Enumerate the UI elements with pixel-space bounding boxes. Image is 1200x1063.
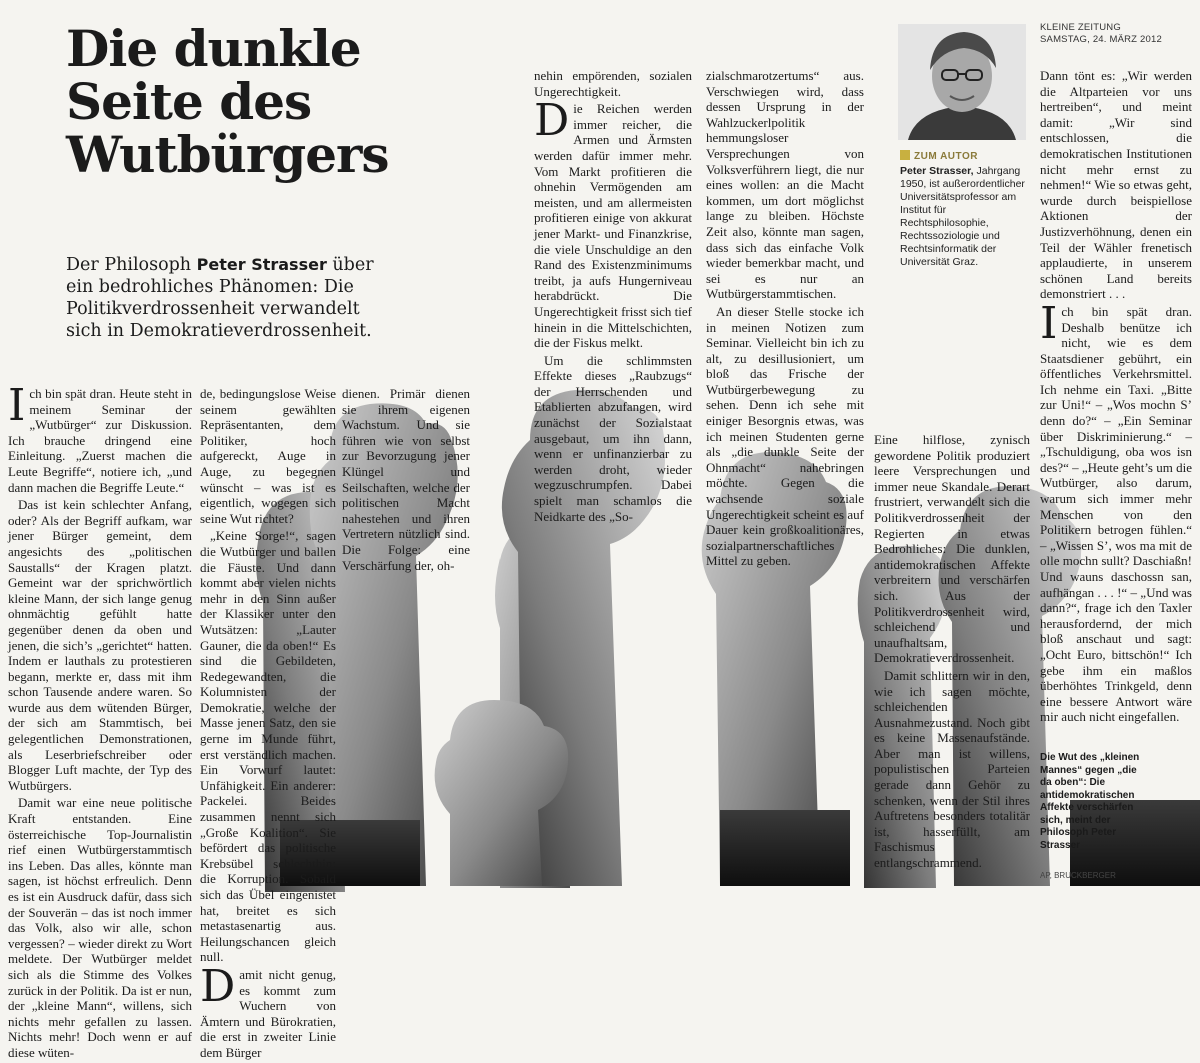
author-name: Peter Strasser,: [900, 165, 974, 177]
author-bio: [900, 165, 1028, 269]
dropcap: I: [1040, 297, 1058, 349]
paragraph: [200, 960, 336, 1061]
paragraph: [534, 95, 692, 351]
dropcap: D: [200, 960, 236, 1012]
paragraph-text: ch bin spät dran. Heute steht in meinem Seminar der „Wutbürger“ zur Diskussion. Ich brauche dringend eine Einleitung. „Zuerst machen die Leute Begriffe“, notiere ich, „und dann machen die Begriffe Leute.“: [8, 386, 192, 495]
headline: [66, 19, 466, 184]
photo-credit: AP, BRUCKBERGER: [1040, 871, 1116, 880]
author-box: [900, 150, 1028, 269]
paragraph: Dann tönt es: „Wir werden die Altparteien vor uns hertreiben“, und meint damit: „Wir sind entschlossen, die demokratischen Institutionen nicht mehr ernst zu nehmen!“ Wie so etwas geht, wurde durch beispiellose Aktionen der Justizverhöhnung, denen ein Teil der Wähler frenetisch applaudierte, in unserem schönen Land bereits demonstriert . . .: [1040, 68, 1192, 302]
paragraph: [8, 380, 192, 495]
headline-line-1: Die dunkle: [66, 19, 361, 78]
dropcap: D: [534, 95, 570, 147]
paragraph: zialschmarotzertums“ aus. Verschwiegen wird, dass dessen Ursprung in der Wahlzuckerlpolitik hemmungsloser Versprechungen von Volksverführern liegt, die nur eines wollen: an die Macht kommen, um dort möglichst lange zu bleiben. Höchste Zeit also, könnte man sagen, dass sich das einfache Volk wieder bemerkbar macht, und sei es nur an Wutbürgerstammtischen.: [706, 68, 864, 302]
article-column-2: [200, 386, 336, 1063]
paragraph: Damit war eine neue politische Kraft entstanden. Eine österreichische Top-Journalistin rief einen Wutbürgerstammtisch ins Leben. Das alles, könnte man sagen, ist höchst erfreulich. Denn es ist ein Ausdruck dafür, dass sich der Souverän – das ist noch immer das Volk, also wir alle, schon vergessen? – wieder direkt zu Wort meldete. Der Wutbürger meldet sich als die Stimme des Volkes zurück in der Politik. Da ist er nun, der „kleine Mann“, willens, sich nichts mehr gefallen zu lassen. Nichts mehr! Doch wenn er auf diese wüten-: [8, 795, 192, 1060]
paragraph: Um die schlimmsten Effekte dieses „Raubzugs“ der Herrschenden und Etablierten abzufangen, wird zunächst der Sozialstaat ausgebaut, um ihn dann, wenn er unfinanzierbar zu werden droht, wieder wegzuschrumpfen. Dabei spielt man schamlos die Neidkarte des „So-: [534, 352, 692, 524]
paragraph: [1040, 297, 1192, 725]
paragraph-text: ch bin spät dran. Deshalb benütze ich nicht, wie es dem Staatsdiener gebührt, ein öffentliches Verkehrsmittel. Ich nehme ein Taxi. „Bitte zur Uni!“ – „Wos mochn S’ denn do?“ – „Ein Seminar über Diskriminierung.“ – „Tschuldigung, oba wos isn des?“ – „Heute geht’s um die Wutbürger, also darum, warum sich immer mehr Menschen von den Politikern betrogen fühlen.“ – „Wissen S’, wos ma mit de olle mochn sullt? Daschiaßn! Und wauns daschossn san, aufhängan . . . !“ – „Und was dann?“, frage ich den Taxler herausfordernd, der mich bloß anschaut und sagt: „Ocht Euro, bittschön!“ Ich gebe ihm ein maßlos überhöhtes Trinkgeld, denn eine bessere Antwort wäre mir auch nicht eingefallen.: [1040, 303, 1192, 725]
author-bio-text: Jahrgang 1950, ist außerordentlicher Universitätsprofessor am Institut für Rechtsphilosophie, Rechtssoziologie und Rechtsinformatik der Universität Graz.: [900, 165, 1025, 268]
article-column-1: [8, 380, 192, 1063]
author-box-tag: ZUM AUTOR: [900, 150, 978, 163]
article-column-3: [342, 386, 470, 575]
paragraph-text: ie Reichen werden immer reicher, die Armen und Ärmsten werden dafür immer mehr. Vom Markt profitieren die ohnehin Vermögenden am meisten, und am allermeisten profitieren einige von akkurat jener Markt- und Finanzkrise, die viele Unschuldige an den Rand des Existenzminimums treibt, ja aufs Hungerniveau herabdrückt. Die Ungerechtigkeit frisst sich tief hinein in die Mittelschichten, die der Fiskus melkt.: [534, 101, 692, 351]
paragraph: nehin empörenden, sozialen Ungerechtigkeit.: [534, 68, 692, 99]
headline-line-2: Seite des: [66, 72, 312, 131]
paragraph: dienen. Primär dienen sie ihrem eigenen Wachstum. Und sie führen wie von selbst zur Bevorzugung jener Klüngel und Seilschaften, welche der politischen Macht nahestehen und ihren Vertretern nützlich sind. Die Folge: eine Verschärfung der, oh-: [342, 386, 470, 573]
lede-author-name: Peter Strasser: [196, 255, 327, 274]
article-column-6: [874, 432, 1030, 873]
lede-text-after: über ein bedrohliches Phänomen: Die Politikverdrossenheit verwandelt sich in Demokratieverdrossenheit.: [66, 255, 374, 341]
author-portrait: [898, 24, 1026, 140]
paragraph: Damit schlittern wir in den, wie ich sagen möchte, schleichenden Ausnahmezustand. Noch gibt es keine Massenaufstände. Aber man ist willens, populistischen Parteien gerade dann Gehör zu schenken, wenn der Stil ihres Auftretens besonders totalitär ist, hasserfüllt, am Faschismus entlangschrammend.: [874, 667, 1030, 871]
paragraph: An dieser Stelle stocke ich in meinen Notizen zum Seminar. Vielleicht bin ich zu alt, zu desillusioniert, um bloß das Frische der Wutbürgerbewegung zu sehen. Denn ich sehe mit einiger Besorgnis etwas, was ich meinen Studenten gerne als „die dunkle Seite der Ohnmacht“ nahebringen möchte. Gegen die wachsende soziale Ungerechtigkeit scheint es auf Dauer kein großkoalitionäres, sozialpartnerschaftliches Mittel zu geben.: [706, 303, 864, 569]
paper-name: KLEINE ZEITUNG: [1040, 22, 1121, 33]
paragraph: de, bedingungslose Weise seinem gewählten Repräsentanten, dem Politiker, hoch aufgereckt, Auge in Auge, zu begegnen wünscht – was ist es eigentlich, wogegen sich seine Wut richtet?: [200, 386, 336, 526]
issue-date: SAMSTAG, 24. MÄRZ 2012: [1040, 34, 1162, 45]
paragraph-text: amit nicht genug, es kommt zum Wuchern von Ämtern und Bürokratien, die erst in zweiter Linie dem Bürger: [200, 966, 336, 1060]
photo-caption: Die Wut des „kleinen Mannes“ gegen „die da oben“: Die antidemokratischen Affekte verschärfen sich, meint der Philosoph Peter Strasser: [1040, 752, 1140, 851]
headline-line-3: Wutbürgers: [66, 125, 389, 184]
article-column-5: [706, 68, 864, 571]
paragraph: Das ist kein schlechter Anfang, oder? Als der Begriff aufkam, war jener Bürger gemeint, dem angesichts des „politischen Saustalls“ der Kragen platzt. Gemeint war der sprichwörtlich kleine Mann, der sich lange genug ohnmächtig gefühlt hatte gegenüber denen da oben und jenen, die sich’s „gerichtet“ hatten. Indem er lauthals zu protestieren begann, merkte er, dass mit ihm schon Tausende andere waren. So wurde aus dem wütenden Bürger, der sich am Stammtisch, bei gelegentlichen Demonstrationen, als Leserbriefschreiber oder Blogger Luft machte, der Typ des Wutbürgers.: [8, 497, 192, 793]
paragraph: „Keine Sorge!“, sagen die Wutbürger und ballen die Fäuste. Und dann kommt aber vielen nichts mehr in den Sinn außer der Klassiker unter den Wutsätzen: „Lauter Gauner, die da oben!“ Es sind die Gebildeten, Redegewandten, die Kolumnisten der Demokratie, welche der Masse jenen Satz, den sie gerne im Munde führt, erst verständlich machen. Ein Vorwurf lautet: Unfähigkeit. Ein anderer: Packelei. Beides zusammen nennt sich „Große Koalition“. Sie befördert das politische Krebsübel schlechthin: die Korruption. Sobald sich das Übel eingenistet hat, breitet es sich metastasenartig aus. Heilungschancen gleich null.: [200, 528, 336, 965]
dropcap: I: [8, 380, 26, 431]
lede-text-before: Der Philosoph: [66, 255, 197, 275]
paragraph: Eine hilflose, zynisch gewordene Politik produziert leere Versprechungen und immer neue Skandale. Derart frustriert, verwandelt sich die Politikverdrossenheit der Regierten in etwas Bedrohliches: Die dunklen, antidemokratischen Affekte verbreitern und verschärfen sich. Aus der Politikverdrossenheit wird, schleichend und unaufhaltsam, Demokratieverdrossenheit.: [874, 432, 1030, 666]
article-column-7: [1040, 68, 1192, 727]
article-column-4: [534, 68, 692, 526]
masthead: [1040, 22, 1192, 46]
lede: [66, 254, 396, 342]
